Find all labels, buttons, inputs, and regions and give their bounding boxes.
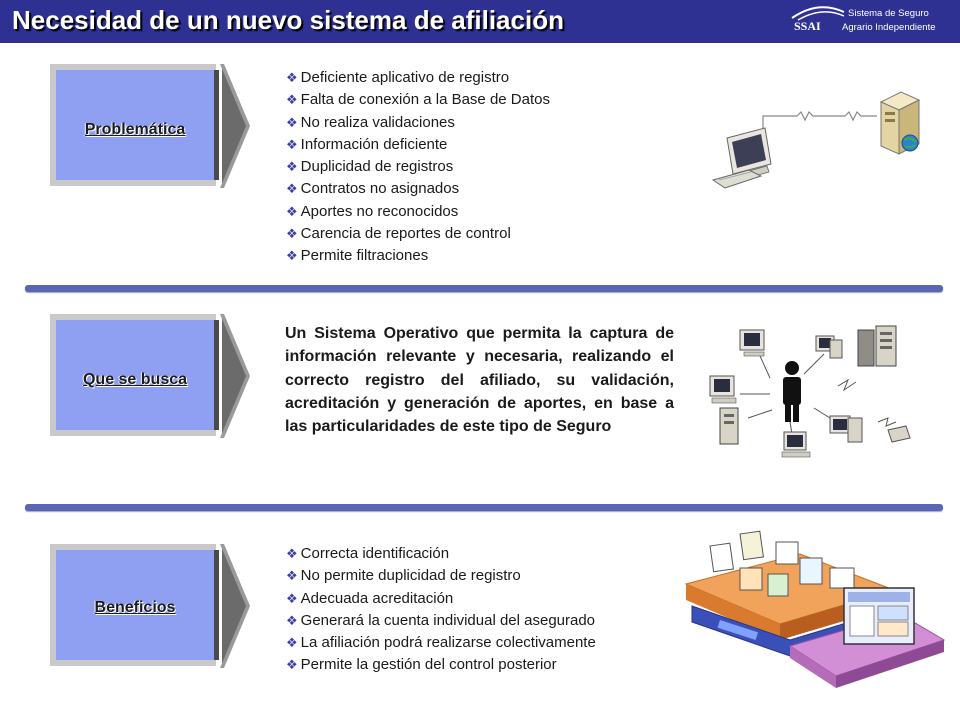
title-bar — [0, 0, 960, 43]
list-item: ❖ Generará la cuenta individual del asegurado — [286, 611, 596, 629]
diamond-bullet-icon: ❖ — [286, 612, 298, 628]
diamond-bullet-icon: ❖ — [286, 136, 298, 152]
page-title: Necesidad de un nuevo sistema de afiliación — [12, 5, 564, 35]
list-item: ❖ No permite duplicidad de registro — [286, 567, 521, 585]
section-label-problematica — [50, 64, 250, 192]
user-network-icon — [700, 318, 920, 468]
list-item: ❖ No realiza validaciones — [286, 113, 455, 131]
diamond-bullet-icon: ❖ — [286, 657, 298, 673]
layered-platform-diagram-icon — [680, 528, 950, 696]
chevron-right-icon — [220, 544, 250, 668]
diamond-bullet-icon: ❖ — [286, 92, 298, 108]
logo-abbreviation: SSAI — [794, 19, 821, 33]
goal-paragraph: Un Sistema Operativo que permita la captura de información relevante y necesaria, realizando el correcto registro del afiliado, su validación, acreditación y generación de aportes, en base a las particularidades de este tipo de Seguro — [285, 325, 674, 436]
diamond-bullet-icon: ❖ — [286, 635, 298, 651]
list-item: ❖ Adecuada acreditación — [286, 589, 454, 607]
diamond-bullet-icon: ❖ — [286, 114, 298, 130]
section-label-text: Problemática — [84, 121, 186, 138]
list-item: ❖ Falta de conexión a la Base de Datos — [286, 91, 550, 109]
section-divider — [25, 285, 943, 292]
logo-line2: Agrario Independiente — [842, 22, 936, 33]
diamond-bullet-icon: ❖ — [286, 70, 298, 85]
logo-line1: Sistema de Seguro — [848, 8, 929, 19]
ssai-logo — [788, 2, 954, 40]
list-item: ❖ Contratos no asignados — [286, 180, 460, 198]
chevron-right-icon — [220, 314, 250, 438]
section-label-text: Beneficios — [94, 599, 176, 616]
problem-list — [286, 67, 550, 268]
computer-server-connection-icon — [705, 88, 945, 198]
chevron-right-icon — [220, 64, 250, 188]
section-divider — [25, 504, 943, 511]
benefits-list — [286, 543, 596, 677]
list-item: ❖ Correcta identificación — [286, 545, 450, 562]
section-label-text: Que se busca — [82, 371, 188, 388]
list-item: ❖ Aportes no reconocidos — [286, 202, 459, 220]
diamond-bullet-icon: ❖ — [286, 590, 298, 606]
diamond-bullet-icon: ❖ — [286, 226, 298, 242]
list-item: ❖ Duplicidad de registros — [286, 158, 454, 176]
list-item: ❖ Permite filtraciones — [286, 247, 429, 265]
diamond-bullet-icon: ❖ — [286, 181, 298, 197]
list-item: ❖ Deficiente aplicativo de registro — [286, 69, 510, 86]
list-item: ❖ Información deficiente — [286, 135, 448, 153]
list-item: ❖ Carencia de reportes de control — [286, 225, 511, 243]
diamond-bullet-icon: ❖ — [286, 546, 298, 561]
list-item: ❖ Permite la gestión del control posterior — [286, 656, 557, 674]
diamond-bullet-icon: ❖ — [286, 568, 298, 584]
diamond-bullet-icon: ❖ — [286, 248, 298, 264]
diamond-bullet-icon: ❖ — [286, 203, 298, 219]
section-label-que-se-busca — [50, 314, 250, 442]
diamond-bullet-icon: ❖ — [286, 159, 298, 175]
list-item: ❖ La afiliación podrá realizarse colectivamente — [286, 634, 596, 652]
section-label-beneficios — [50, 544, 250, 672]
